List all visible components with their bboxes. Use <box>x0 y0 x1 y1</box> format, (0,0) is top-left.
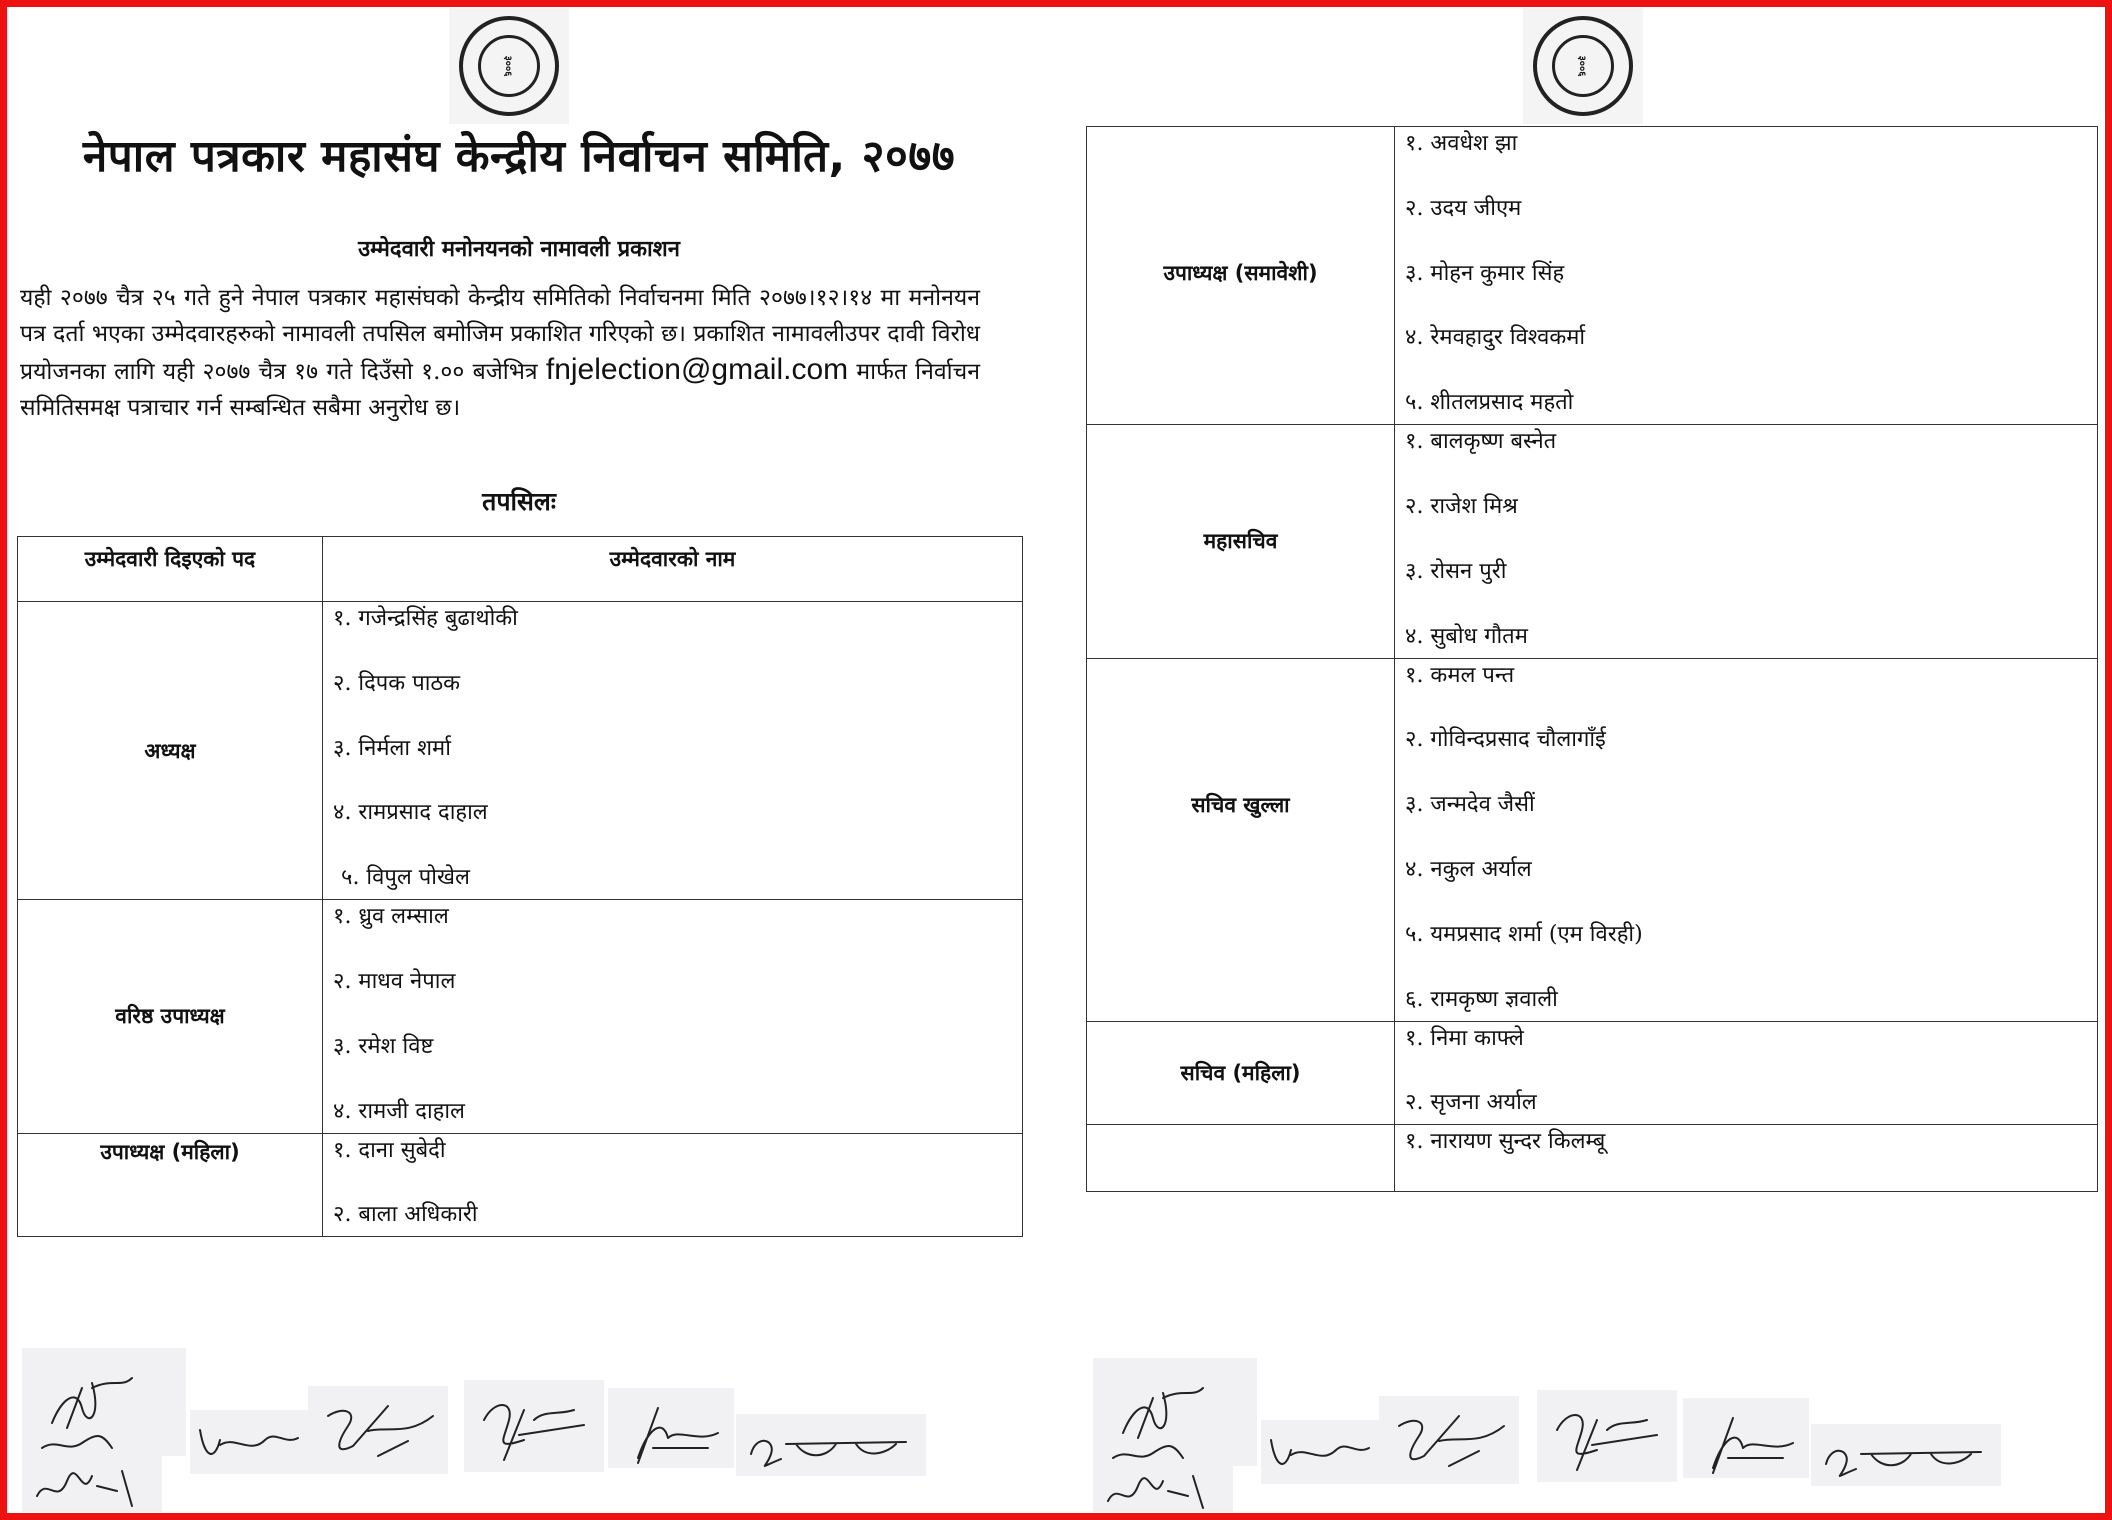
header-candidates: उम्मेदवारको नाम <box>323 537 1023 602</box>
table-row <box>1087 658 2098 1021</box>
candidate-name: २. उदय जीएम <box>1405 195 1522 221</box>
candidate-name: २. बाला अधिकारी <box>333 1202 478 1228</box>
right-page <box>1085 0 2100 1520</box>
candidate-name: २. सृजना अर्याल <box>1405 1090 1537 1116</box>
post-cell: सचिव (महिला) <box>1087 1021 1395 1125</box>
candidate-name: ३. मोहन कुमार सिंह <box>1405 260 1565 286</box>
official-stamp: ३००६ <box>1523 8 1643 124</box>
signature-3 <box>190 1410 308 1474</box>
candidate-name: १. दाना सुबेदी <box>333 1137 446 1163</box>
candidate-name: ४. रामजी दाहाल <box>333 1098 465 1124</box>
email-address: fnjelection@gmail.com <box>545 353 849 386</box>
candidate-name: ३. रमेश विष्ट <box>333 1033 434 1059</box>
signature-4 <box>1379 1396 1519 1484</box>
table-row <box>1087 1125 2098 1192</box>
signature-5 <box>464 1380 604 1472</box>
candidates-cell <box>1395 658 2098 1021</box>
candidates-cell <box>1395 1021 2098 1125</box>
post-cell: सचिव खुल्ला <box>1087 658 1395 1021</box>
candidate-name: २. दिपक पाठक <box>333 670 461 696</box>
schedule-heading: तपसिलः <box>482 487 556 516</box>
post-cell: वरिष्ठ उपाध्यक्ष <box>18 900 323 1133</box>
table-header-row <box>18 537 1023 602</box>
signature-3 <box>1261 1420 1379 1484</box>
signature-4 <box>308 1386 448 1474</box>
candidate-name: १. अवधेश झा <box>1405 131 1518 156</box>
notice-text-2: मार्फत निर्वाचन समितिसमक्ष पत्राचार गर्न सम्बन्धित सबैमा अनुरोध छ। <box>20 359 981 421</box>
candidate-table-left <box>17 536 1023 1237</box>
candidates-cell <box>1395 1125 2098 1192</box>
table-row <box>1087 127 2098 425</box>
candidates-cell <box>1395 127 2098 425</box>
signature-1 <box>22 1348 186 1456</box>
table-row <box>1087 1021 2098 1125</box>
table-row <box>18 602 1023 900</box>
official-stamp: ३००६ <box>449 8 569 124</box>
candidates-cell <box>1395 425 2098 658</box>
candidate-name: १. गजेन्द्रसिंह बुढाथोकी <box>333 606 518 631</box>
candidate-name: ४. रामप्रसाद दाहाल <box>333 800 488 826</box>
signature-6 <box>608 1388 734 1468</box>
document-subtitle: उम्मेदवारी मनोनयनको नामावली प्रकाशन <box>358 237 680 262</box>
candidate-name: ४. रेमवहादुर विश्वकर्मा <box>1405 325 1586 351</box>
candidate-name: १. कमल पन्त <box>1405 662 1515 688</box>
candidate-name: १. ध्रुव लम्साल <box>333 904 449 930</box>
candidate-name: ५. यमप्रसाद शर्मा (एम विरही) <box>1405 921 1643 947</box>
table-row <box>18 900 1023 1133</box>
header-post: उम्मेदवारी दिइएको पद <box>18 537 323 602</box>
notice-text-1: यही २०७७ चैत्र २५ गते हुने नेपाल पत्रकार महासंघको केन्द्रीय समितिको निर्वाचनमा मिति २०७७।१२।१४ मा मनोनयन पत्र दर्ता भएका उम्मेदवारहरुको नामावली तपसिल बमोजिम प्रकाशित गरिएको छ। प्रकाशित नामावलीउपर दावी विरोध प्रयोजनका लागि यही २०७७ चैत्र १७ गते दिउँसो १.०० बजेभित्र <box>20 285 980 385</box>
candidate-name: १. नारायण सुन्दर किलम्बू <box>1405 1129 1606 1155</box>
post-cell: महासचिव <box>1087 425 1395 658</box>
candidate-table-right <box>1086 126 2098 1192</box>
candidate-name: ३. रोसन पुरी <box>1405 558 1507 584</box>
candidates-cell <box>323 900 1023 1133</box>
candidates-cell <box>323 1133 1023 1237</box>
post-cell <box>1087 1125 1395 1192</box>
candidate-name: ४. सुबोध गौतम <box>1405 623 1528 649</box>
candidate-name: ४. नकुल अर्याल <box>1405 856 1532 882</box>
signature-7 <box>1811 1424 2001 1486</box>
signature-5 <box>1537 1390 1677 1482</box>
candidate-name: १. निमा काफ्ले <box>1405 1025 1524 1051</box>
candidate-name: ३. निर्मला शर्मा <box>333 735 451 761</box>
candidate-name: २. राजेश मिश्र <box>1405 493 1518 519</box>
candidate-name: २. माधव नेपाल <box>333 968 456 994</box>
signature-2 <box>1093 1466 1233 1512</box>
document-title: नेपाल पत्रकार महासंघ केन्द्रीय निर्वाचन समिति, २०७७ <box>82 131 956 182</box>
post-cell: उपाध्यक्ष (समावेशी) <box>1087 127 1395 425</box>
post-cell: अध्यक्ष <box>18 602 323 900</box>
left-page <box>14 0 1024 1520</box>
candidate-name: १. बालकृष्ण बस्नेत <box>1405 429 1557 455</box>
candidate-name: ३. जन्मदेव जैसीं <box>1405 792 1535 818</box>
table-row <box>1087 425 2098 658</box>
candidate-name: ५. शीतलप्रसाद महतो <box>1405 390 1574 416</box>
signature-6 <box>1683 1398 1809 1478</box>
candidate-name: ५. विपुल पोखेल <box>341 865 470 891</box>
signature-2 <box>22 1456 162 1512</box>
candidates-cell <box>323 602 1023 900</box>
signature-7 <box>736 1414 926 1476</box>
post-cell: उपाध्यक्ष (महिला) <box>18 1133 323 1237</box>
notice-paragraph <box>20 280 980 426</box>
table-row <box>18 1133 1023 1237</box>
candidate-name: ६. रामकृष्ण ज्ञवाली <box>1405 986 1558 1012</box>
candidate-name: २. गोविन्दप्रसाद चौलागाँई <box>1405 727 1606 753</box>
signature-1 <box>1093 1358 1257 1466</box>
